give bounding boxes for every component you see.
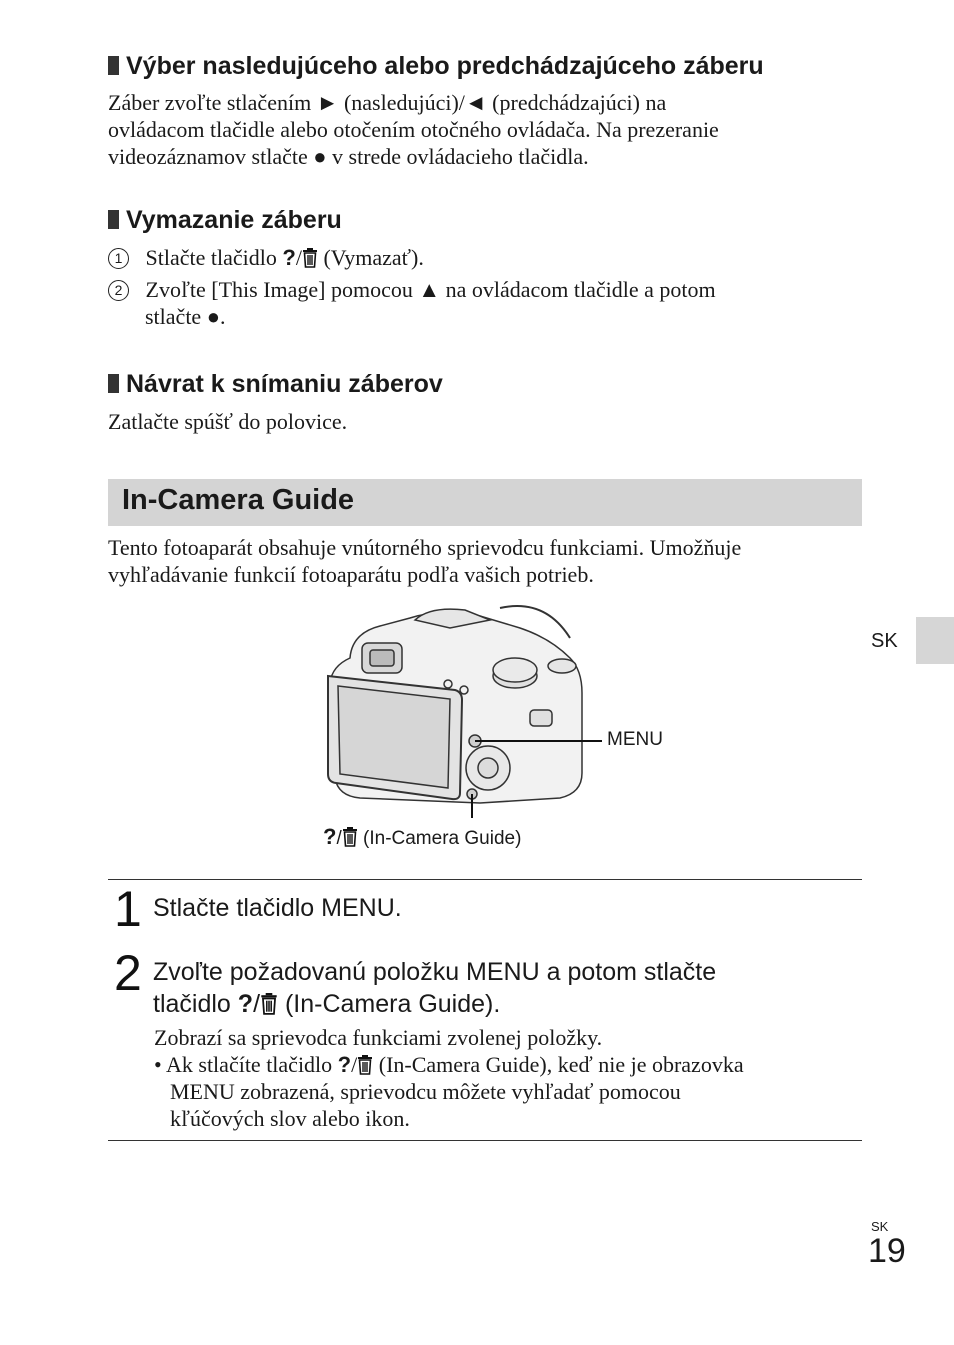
question-icon: ? xyxy=(337,1052,352,1077)
paragraph-select-image: Záber zvoľte stlačením ► (nasledujúci)/◄ (predchádzajúci) na ovládacom tlačidle alebo otočením otočného ovládača. Na prezeranie videozáznamov stlačte ● v strede ovládacieho tlačidla. xyxy=(108,90,719,169)
rule-bottom xyxy=(108,1140,862,1141)
heading-delete-image: Vymazanie záberu xyxy=(108,205,342,235)
question-icon: ? xyxy=(323,824,337,849)
step-2-line-2: tlačidlo ?/ (In-Camera Guide). xyxy=(153,990,501,1018)
step-2-notes: Zobrazí sa sprievodca funkciami zvolenej položky. • Ak stlačíte tlačidlo ?/ (In-Camera Guide), keď nie je obrazovka MENU zobrazená, sprievodcu môžete vyhľadať pomocou kľúčových slov alebo ikon. xyxy=(154,1024,864,1132)
bullet-note: • Ak stlačíte tlačidlo ?/ (In-Camera Guide), keď nie je obrazovka xyxy=(154,1052,744,1077)
footer-lang: SK xyxy=(871,1219,889,1234)
side-tab-label: SK xyxy=(871,630,898,652)
guide-intro: Tento fotoaparát obsahuje vnútorného sprievodcu funkciami. Umožňuje vyhľadávanie funkcií fotoaparátu podľa vašich potrieb. xyxy=(108,535,742,587)
bullet-square-icon xyxy=(108,210,119,229)
section-title: In-Camera Guide xyxy=(122,484,355,516)
rule-top xyxy=(108,879,862,880)
delete-step-2: 2 Zvoľte [This Image] pomocou ▲ na ovládacom tlačidle a potom xyxy=(108,276,868,303)
page-number: 19 xyxy=(868,1232,906,1270)
bullet-square-icon xyxy=(108,56,119,75)
trash-icon xyxy=(342,827,358,847)
trash-icon xyxy=(302,248,318,268)
label-in-camera-guide: ?/ (In-Camera Guide) xyxy=(323,824,522,849)
bullet-square-icon xyxy=(108,374,119,393)
step-1-text: Stlačte tlačidlo MENU. xyxy=(153,894,402,922)
step-number-1: 1 xyxy=(114,881,142,937)
trash-icon xyxy=(260,993,278,1015)
step-2-line-1: Zvoľte požadovanú položku MENU a potom stlačte xyxy=(153,958,717,986)
label-menu: MENU xyxy=(607,729,663,750)
step-number: 2 xyxy=(108,280,129,301)
paragraph-return-shooting: Zatlačte spúšť do polovice. xyxy=(108,409,348,434)
question-icon: ? xyxy=(282,245,296,270)
camera-illustration xyxy=(320,598,680,818)
question-icon: ? xyxy=(237,990,254,1018)
step-number: 1 xyxy=(108,248,129,269)
side-tab-marker xyxy=(916,617,954,664)
heading-return-shooting: Návrat k snímaniu záberov xyxy=(108,369,443,399)
section-header-in-camera-guide xyxy=(108,479,862,526)
heading-select-image: Výber nasledujúceho alebo predchádzajúceho záberu xyxy=(108,51,764,81)
trash-icon xyxy=(357,1055,373,1075)
delete-step-1: 1 Stlačte tlačidlo ?/ (Vymazať). xyxy=(108,244,868,271)
delete-steps: 1 Stlačte tlačidlo ?/ (Vymazať). 2 Zvoľte [This Image] pomocou ▲ na ovládacom tlačidle a potom stlačte ●. xyxy=(108,244,868,330)
step-number-2: 2 xyxy=(114,945,142,1001)
